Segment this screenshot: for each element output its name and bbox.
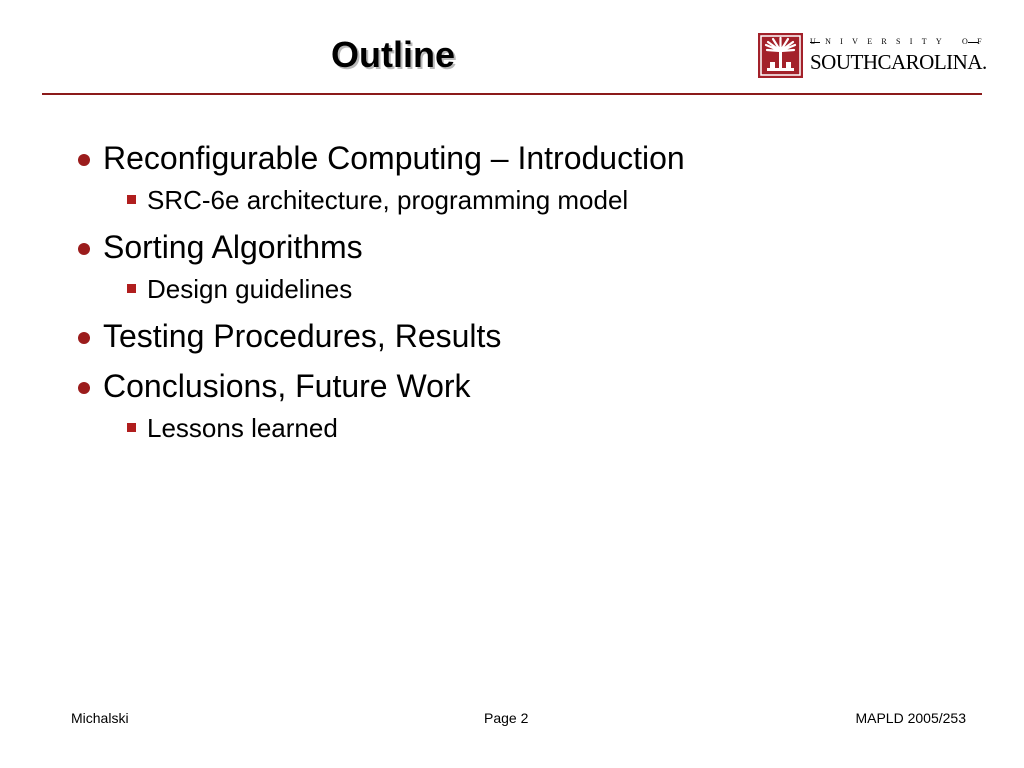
sub-bullet-item	[70, 271, 1000, 307]
sub-bullet-item	[70, 182, 1000, 218]
bullet-item	[70, 315, 1000, 357]
square-bullet-icon	[127, 195, 136, 204]
footer-page-number: Page 2	[484, 710, 529, 726]
palmetto-tree-icon	[758, 33, 803, 78]
round-bullet-icon	[78, 332, 90, 344]
sub-bullet-text: Design guidelines	[147, 274, 353, 304]
footer-conference: MAPLD 2005/253	[855, 710, 966, 726]
slide-title: Outline	[331, 34, 455, 75]
footer-author: Michalski	[71, 710, 129, 726]
bullet-text: Conclusions, Future Work	[103, 368, 471, 404]
square-bullet-icon	[127, 284, 136, 293]
sub-bullet-text: SRC-6e architecture, programming model	[147, 185, 629, 215]
title-divider	[42, 93, 982, 95]
sub-bullet-text: Lessons learned	[147, 413, 338, 443]
sub-bullet-item	[70, 410, 1000, 446]
bullet-item	[70, 226, 1000, 268]
bullet-list	[70, 137, 1000, 446]
bullet-item	[70, 137, 1000, 179]
logo-top-band	[810, 37, 991, 47]
bullet-item	[70, 365, 1000, 407]
round-bullet-icon	[78, 382, 90, 394]
round-bullet-icon	[78, 243, 90, 255]
bullet-text: Reconfigurable Computing – Introduction	[103, 140, 685, 176]
bullet-text: Testing Procedures, Results	[103, 318, 502, 354]
university-logo	[758, 33, 991, 78]
logo-top-text: UNIVERSITY OF	[810, 37, 991, 46]
bullet-text: Sorting Algorithms	[103, 229, 363, 265]
logo-bottom-text: SOUTHCAROLINA.	[810, 50, 987, 74]
square-bullet-icon	[127, 423, 136, 432]
round-bullet-icon	[78, 154, 90, 166]
